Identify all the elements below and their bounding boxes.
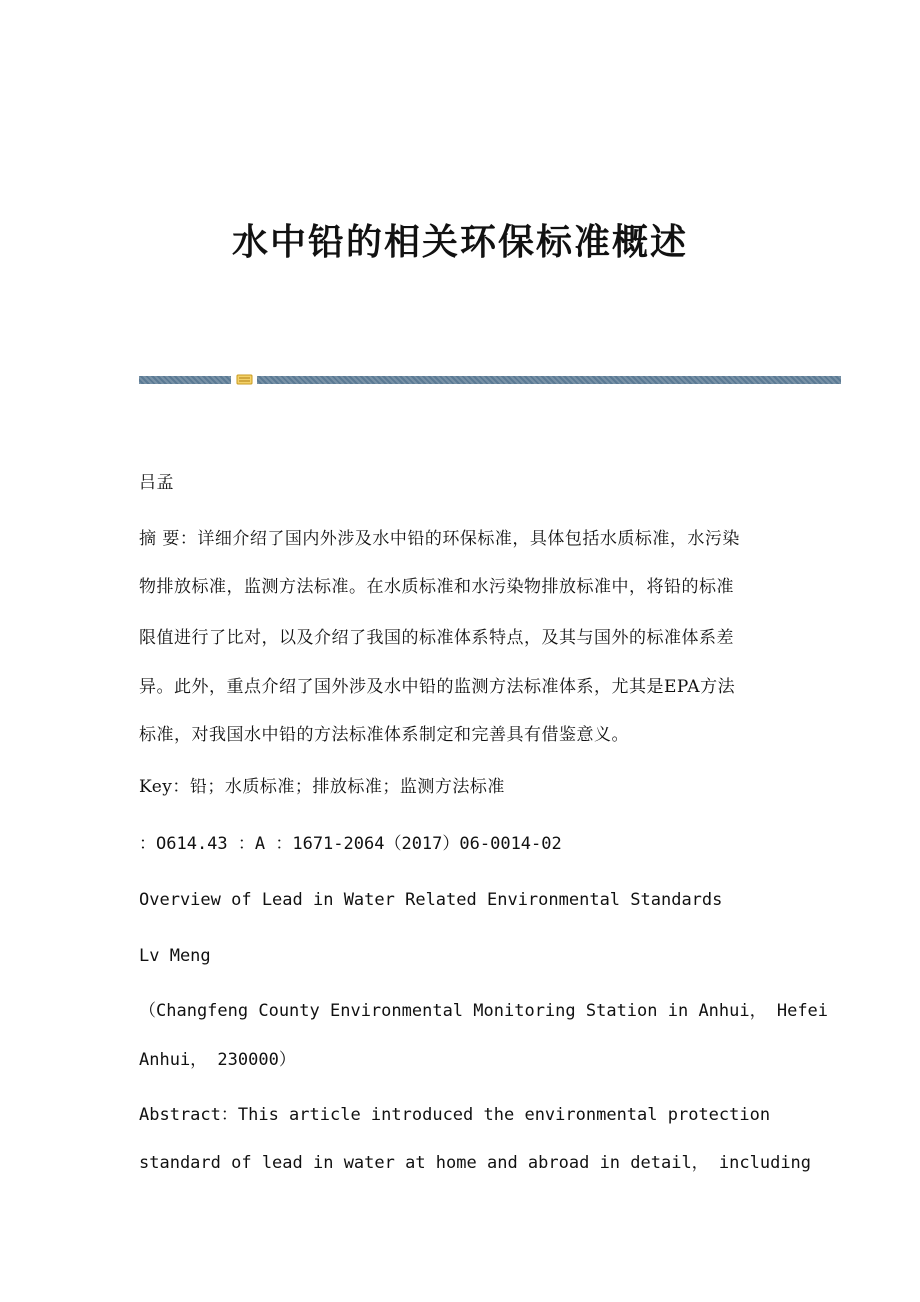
scroll-ornament-icon [236,374,253,385]
classification-info: ：O614.43 ：A ：1671-2064（2017）06-0014-02 [139,834,562,854]
author-cn: 吕孟 [139,473,174,493]
abstract-en-line: Abstract：This article introduced the environmental protection [139,1105,771,1125]
title-en: Overview of Lead in Water Related Environmental Standards [139,890,723,910]
abstract-en-line: standard of lead in water at home and abroad in detail， including [139,1153,812,1173]
affiliation-line: Anhui， 230000） [139,1050,296,1070]
abstract-cn-line: 物排放标准，监测方法标准。在水质标准和水污染物排放标准中，将铅的标准 [139,577,734,597]
abstract-cn-line: 限值进行了比对，以及介绍了我国的标准体系特点，及其与国外的标准体系差 [139,628,734,648]
page-title: 水中铅的相关环保标准概述 [231,221,688,263]
keywords: Key：铅；水质标准；排放标准；监测方法标准 [139,777,505,797]
divider-bar-left [139,376,231,384]
affiliation-line: （Changfeng County Environmental Monitoring Station in Anhui， Hefei [139,1001,829,1021]
abstract-cn-line: 摘 要：详细介绍了国内外涉及水中铅的环保标准，具体包括水质标准，水污染 [139,529,740,549]
abstract-cn-line: 标准，对我国水中铅的方法标准体系制定和完善具有借鉴意义。 [139,725,629,745]
author-en: Lv Meng [139,946,211,966]
abstract-cn-line: 异。此外，重点介绍了国外涉及水中铅的监测方法标准体系，尤其是EPA方法 [139,677,736,697]
title-divider [139,374,841,384]
divider-bar-right [257,376,841,384]
